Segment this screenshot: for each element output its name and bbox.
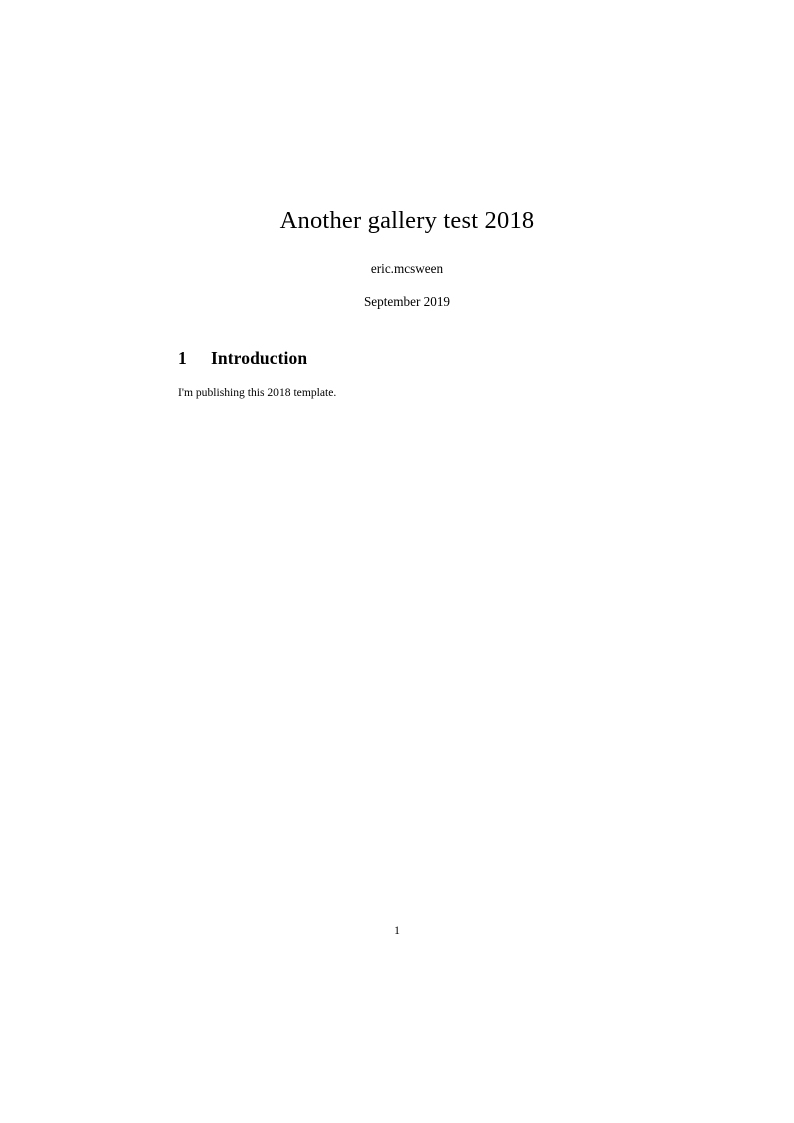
section-paragraph: I'm publishing this 2018 template. xyxy=(178,386,337,400)
section-heading-introduction xyxy=(178,310,636,369)
page-title: Another gallery test 2018 xyxy=(279,207,535,234)
document-author: eric.mcsween xyxy=(370,261,444,277)
document-content xyxy=(178,206,636,401)
section-title: Introduction xyxy=(211,348,308,369)
section-number: 1 xyxy=(178,348,187,369)
page-number: 1 xyxy=(394,924,400,937)
document-date: September 2019 xyxy=(363,294,451,310)
